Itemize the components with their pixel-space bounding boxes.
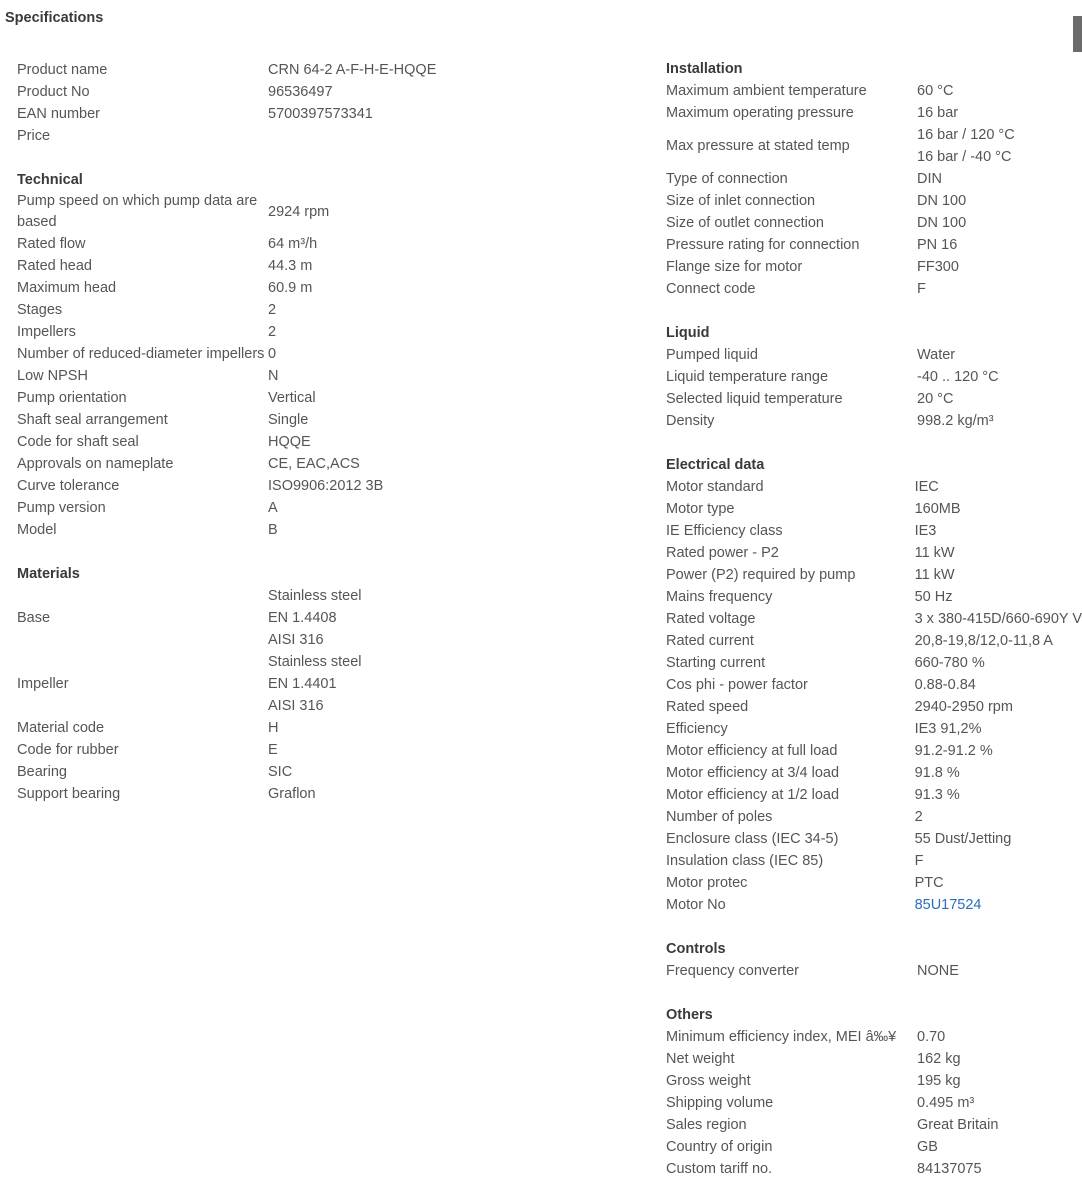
spec-value-line: Single: [268, 412, 309, 428]
spec-value: [268, 453, 383, 475]
spec-row: [666, 652, 1082, 674]
spec-value-line: 64 m³/h: [268, 236, 318, 252]
spec-label: Rated power - P2: [666, 545, 779, 561]
spec-label: Price: [17, 128, 51, 144]
spec-label: Custom tariff no.: [666, 1161, 773, 1177]
spec-value: [268, 191, 383, 233]
section-title-installation: Installation: [666, 61, 743, 77]
spec-row: [17, 585, 362, 651]
spec-row: [17, 717, 362, 739]
spec-label: Liquid temperature range: [666, 369, 829, 385]
spec-value-line: 2: [268, 302, 277, 318]
spec-value-line: Great Britain: [917, 1117, 999, 1133]
spec-label: Bearing: [17, 764, 67, 780]
spec-value: [915, 652, 1082, 674]
spec-value-line: 2940-2950 rpm: [914, 699, 1013, 715]
spec-label: Number of reduced-diameter impellers: [17, 345, 265, 362]
left-column: [17, 59, 436, 805]
spec-value: [915, 806, 1082, 828]
spec-value: [917, 1048, 998, 1070]
spec-row: [17, 431, 383, 453]
spec-row: [666, 520, 1082, 542]
spec-value-line: 0.70: [917, 1029, 946, 1045]
spec-value: [268, 103, 436, 125]
spec-row: [17, 519, 383, 541]
spec-label: Mains frequency: [666, 589, 773, 605]
spec-value-line: AISI 316: [268, 698, 324, 714]
spec-value-line: IE3: [914, 523, 937, 539]
spec-row: [17, 651, 362, 717]
spec-label: EAN number: [17, 106, 101, 122]
spec-value: [268, 739, 362, 761]
spec-value-line: IE3 91,2%: [914, 721, 982, 737]
spec-value-line: 2: [268, 324, 277, 340]
spec-label: Size of inlet connection: [666, 193, 816, 209]
spec-label: Impellers: [17, 324, 76, 340]
spec-label: Base: [17, 610, 51, 626]
spec-label: Motor protec: [666, 875, 748, 891]
spec-row: [666, 388, 999, 410]
spec-label: Product name: [17, 62, 108, 78]
spec-value: [915, 828, 1082, 850]
spec-row: [666, 564, 1082, 586]
spec-label: Selected liquid temperature: [666, 391, 843, 407]
spec-value: [917, 1136, 998, 1158]
spec-value-line: 60 °C: [917, 83, 954, 99]
spec-value: [915, 850, 1082, 872]
spec-label: Gross weight: [666, 1073, 751, 1089]
spec-value-line: PN 16: [917, 237, 958, 253]
spec-value-line: ISO9906:2012 3B: [268, 478, 384, 494]
spec-row: [666, 1136, 998, 1158]
spec-value-line: 91.3 %: [914, 787, 960, 803]
spec-value-line: [268, 125, 436, 147]
spec-row: [666, 124, 1015, 168]
spec-label: Pumped liquid: [666, 347, 758, 363]
spec-row: [666, 256, 1015, 278]
spec-value-line: Stainless steel: [268, 588, 362, 604]
right-column: [666, 58, 1082, 1180]
spec-table-product: [17, 59, 436, 147]
liquid-section: [666, 322, 1082, 432]
spec-value: [917, 410, 999, 432]
scrollbar-thumb[interactable]: [1073, 16, 1082, 52]
spec-value-line: 11 kW: [914, 545, 955, 561]
spec-value: [915, 520, 1082, 542]
spec-label: Low NPSH: [17, 368, 88, 384]
spec-value: [915, 718, 1082, 740]
spec-value: [268, 343, 383, 365]
spec-value: [268, 233, 383, 255]
spec-row: [17, 321, 383, 343]
spec-value: [268, 81, 436, 103]
spec-value-line: A: [268, 500, 278, 516]
spec-label: Code for rubber: [17, 742, 119, 758]
spec-value: [268, 761, 362, 783]
spec-label: Efficiency: [666, 721, 728, 737]
spec-value: [268, 277, 383, 299]
spec-value-line: -40 .. 120 °C: [917, 369, 999, 385]
spec-row: [666, 674, 1082, 696]
spec-value-line: IEC: [914, 479, 939, 495]
spec-label: Number of poles: [666, 809, 773, 825]
spec-row: [666, 608, 1082, 630]
spec-label: Minimum efficiency index, MEI â‰¥: [666, 1029, 897, 1045]
spec-label: Maximum head: [17, 280, 117, 296]
spec-value: [268, 255, 383, 277]
spec-row: [666, 1092, 998, 1114]
spec-value-line: B: [268, 522, 278, 538]
spec-row: [666, 1048, 998, 1070]
spec-value-line: 5700397573341: [268, 106, 373, 122]
spec-row: [666, 410, 999, 432]
spec-value: [268, 409, 383, 431]
spec-label: Rated flow: [17, 236, 86, 252]
spec-label: Pump version: [17, 500, 106, 516]
spec-value-line: Stainless steel: [268, 654, 362, 670]
spec-row: [666, 542, 1082, 564]
spec-label: Motor efficiency at full load: [666, 743, 838, 759]
spec-value: [915, 674, 1082, 696]
section-title-electrical: Electrical data: [666, 457, 765, 473]
spec-label: Material code: [17, 720, 105, 736]
spec-table-others: [666, 1026, 998, 1180]
others-section: [666, 1004, 1082, 1180]
spec-row: [17, 365, 383, 387]
spec-value-line: CRN 64-2 A-F-H-E-HQQE: [268, 62, 437, 78]
spec-value-line: 20 °C: [917, 391, 954, 407]
spec-label: Max pressure at stated temp: [666, 138, 850, 154]
spec-row: [17, 739, 362, 761]
spec-label: Maximum operating pressure: [666, 105, 854, 121]
spec-row: [17, 103, 436, 125]
spec-label: Model: [17, 522, 57, 538]
spec-row: [17, 81, 436, 103]
spec-row: [666, 344, 999, 366]
spec-row: [666, 872, 1082, 894]
spec-value-line: DIN: [917, 171, 942, 187]
spec-value: [915, 872, 1082, 894]
installation-section: [666, 58, 1082, 300]
spec-row: [17, 191, 383, 233]
spec-row: [17, 255, 383, 277]
section-title-technical: Technical: [17, 172, 83, 188]
spec-value-line: 96536497: [268, 84, 333, 100]
spec-row: [666, 168, 1015, 190]
spec-value: [917, 388, 999, 410]
spec-label: Rated current: [666, 633, 754, 649]
spec-row: [666, 740, 1082, 762]
spec-value: [917, 344, 999, 366]
spec-value-line: EN 1.4408: [268, 610, 337, 626]
spec-row: [666, 1026, 998, 1048]
spec-row: [666, 828, 1082, 850]
spec-row: [666, 366, 999, 388]
spec-value: [268, 651, 362, 717]
spec-row: [17, 475, 383, 497]
spec-value-line: 55 Dust/Jetting: [914, 831, 1012, 847]
spec-value: [268, 717, 362, 739]
spec-value: [917, 256, 1015, 278]
spec-label: Net weight: [666, 1051, 735, 1067]
spec-value-line: PTC: [914, 875, 944, 891]
spec-value: [915, 498, 1082, 520]
spec-value: [917, 80, 1015, 102]
spec-value-line: 0.495 m³: [917, 1095, 975, 1111]
spec-row: [17, 277, 383, 299]
spec-row: [666, 784, 1082, 806]
spec-value: [915, 564, 1082, 586]
spec-value: [268, 365, 383, 387]
spec-value-line: 16 bar / -40 °C: [917, 149, 1012, 165]
spec-value: [917, 124, 1015, 168]
spec-table-electrical: [666, 476, 1082, 916]
spec-label: Support bearing: [17, 786, 121, 802]
spec-value-line: 20,8-19,8/12,0-11,8 A: [914, 633, 1053, 649]
spec-row: [666, 498, 1082, 520]
spec-value: [917, 960, 959, 982]
spec-value: [917, 278, 1015, 300]
spec-value-line: EN 1.4401: [268, 676, 337, 692]
spec-value: [268, 519, 383, 541]
spec-value: [917, 366, 999, 388]
spec-value-line: 660-780 %: [914, 655, 985, 671]
spec-row: [17, 125, 436, 147]
spec-row: [17, 387, 383, 409]
spec-value-line: GB: [917, 1139, 938, 1155]
spec-label: Pump speed on which pump data are based: [17, 193, 258, 230]
spec-value: [268, 783, 362, 805]
spec-value: [268, 431, 383, 453]
product-section: [17, 59, 436, 147]
spec-value-line: N: [268, 368, 279, 384]
spec-value-line: 91.8 %: [914, 765, 960, 781]
page-title: Specifications: [5, 10, 104, 26]
spec-label: Motor efficiency at 1/2 load: [666, 787, 840, 803]
spec-row: [666, 102, 1015, 124]
spec-label: Pressure rating for connection: [666, 237, 860, 253]
spec-value-line: 16 bar: [917, 105, 959, 121]
spec-value: [915, 696, 1082, 718]
spec-value: [268, 299, 383, 321]
spec-label: Density: [666, 413, 715, 429]
spec-row: [17, 343, 383, 365]
spec-value-line: F: [917, 281, 926, 297]
section-title-others: Others: [666, 1007, 713, 1023]
spec-label: Rated head: [17, 258, 92, 274]
spec-label: Motor efficiency at 3/4 load: [666, 765, 840, 781]
spec-value-line: 44.3 m: [268, 258, 313, 274]
spec-value-line: H: [268, 720, 279, 736]
spec-value-line: 160MB: [914, 501, 961, 517]
spec-value-line: 2: [914, 809, 923, 825]
spec-value-line: 2924 rpm: [268, 204, 330, 220]
spec-value: [917, 190, 1015, 212]
spec-label: Motor standard: [666, 479, 764, 495]
spec-value: [268, 321, 383, 343]
spec-row: [666, 234, 1015, 256]
spec-value-line: DN 100: [917, 193, 967, 209]
spec-row: [666, 762, 1082, 784]
spec-label: Pump orientation: [17, 390, 127, 406]
spec-value: [917, 1026, 998, 1048]
spec-value: [915, 476, 1082, 498]
spec-row: [17, 299, 383, 321]
spec-value-line: 0: [268, 346, 277, 362]
spec-label: Sales region: [666, 1117, 747, 1133]
spec-value-line: SIC: [268, 764, 293, 780]
spec-table-materials: [17, 585, 362, 805]
spec-table-liquid: [666, 344, 999, 432]
spec-row: [17, 409, 383, 431]
section-title-liquid: Liquid: [666, 325, 710, 341]
spec-label: Motor type: [666, 501, 735, 517]
spec-value: [917, 102, 1015, 124]
spec-value-line: Graflon: [268, 786, 316, 802]
spec-label: Size of outlet connection: [666, 215, 824, 231]
spec-value-line: Water: [917, 347, 956, 363]
spec-label: Cos phi - power factor: [666, 677, 808, 693]
spec-value[interactable]: [915, 894, 1082, 916]
spec-value: [917, 1114, 998, 1136]
spec-row: [666, 894, 1082, 916]
spec-value: [268, 585, 362, 651]
spec-row: [666, 806, 1082, 828]
spec-label: Frequency converter: [666, 963, 799, 979]
spec-value-line: CE, EAC,ACS: [268, 456, 360, 472]
spec-value-line: FF300: [917, 259, 959, 275]
spec-row: [17, 59, 436, 81]
spec-row: [666, 212, 1015, 234]
spec-value: [915, 542, 1082, 564]
spec-value: [917, 1070, 998, 1092]
spec-row: [666, 1070, 998, 1092]
spec-label: Connect code: [666, 281, 756, 297]
spec-value-line: 16 bar / 120 °C: [917, 127, 1015, 143]
spec-value-line: DN 100: [917, 215, 967, 231]
controls-section: [666, 938, 1082, 982]
spec-value: [917, 1092, 998, 1114]
spec-row: [666, 850, 1082, 872]
spec-label: Enclosure class (IEC 34-5): [666, 831, 839, 847]
spec-label: Maximum ambient temperature: [666, 83, 867, 99]
spec-label: Flange size for motor: [666, 259, 803, 275]
spec-table-installation: [666, 80, 1015, 300]
spec-value: [915, 630, 1082, 652]
spec-table-technical: [17, 191, 383, 541]
spec-value: [915, 608, 1082, 630]
spec-label: Curve tolerance: [17, 478, 120, 494]
spec-row: [666, 476, 1082, 498]
spec-value: [915, 740, 1082, 762]
spec-value-line: 84137075: [917, 1161, 982, 1177]
spec-value: [268, 387, 383, 409]
spec-value: [268, 125, 436, 147]
spec-label: Impeller: [17, 676, 69, 692]
spec-label: IE Efficiency class: [666, 523, 783, 539]
spec-label: Shaft seal arrangement: [17, 412, 168, 428]
spec-value-line: 11 kW: [914, 567, 955, 583]
spec-value-line: 998.2 kg/m³: [917, 413, 994, 429]
spec-table-controls: [666, 960, 959, 982]
spec-value-line: Vertical: [268, 390, 316, 406]
spec-row: [666, 1114, 998, 1136]
spec-row: [17, 453, 383, 475]
spec-value-line: 0.88-0.84: [914, 677, 976, 693]
spec-value-link[interactable]: 85U17524: [914, 897, 982, 913]
spec-label: Type of connection: [666, 171, 788, 187]
spec-value: [915, 784, 1082, 806]
spec-row: [666, 80, 1015, 102]
spec-value-line: 195 kg: [917, 1073, 961, 1089]
spec-value: [917, 212, 1015, 234]
electrical-section: [666, 454, 1082, 916]
spec-row: [666, 586, 1082, 608]
section-title-controls: Controls: [666, 941, 726, 957]
spec-label: Code for shaft seal: [17, 434, 139, 450]
spec-label: Shipping volume: [666, 1095, 774, 1111]
spec-label: Power (P2) required by pump: [666, 567, 856, 583]
spec-value: [268, 59, 436, 81]
spec-row: [17, 233, 383, 255]
spec-label: Insulation class (IEC 85): [666, 853, 824, 869]
spec-value-line: NONE: [917, 963, 959, 979]
spec-value: [917, 168, 1015, 190]
spec-value: [915, 586, 1082, 608]
section-title-materials: Materials: [17, 566, 80, 582]
spec-value-line: F: [914, 853, 924, 869]
spec-value-line: 3 x 380-415D/660-690Y V: [914, 611, 1082, 627]
spec-label: Starting current: [666, 655, 766, 671]
spec-row: [666, 1158, 998, 1180]
spec-value: [917, 234, 1015, 256]
spec-label: Country of origin: [666, 1139, 773, 1155]
spec-label: Approvals on nameplate: [17, 456, 174, 472]
spec-row: [666, 696, 1082, 718]
spec-row: [17, 497, 383, 519]
materials-section: [17, 563, 436, 805]
spec-label: Motor No: [666, 897, 726, 913]
spec-value-line: E: [268, 742, 278, 758]
spec-value: [917, 1158, 998, 1180]
spec-value-line: AISI 316: [268, 632, 324, 648]
spec-value-line: 60.9 m: [268, 280, 313, 296]
spec-label: Rated speed: [666, 699, 749, 715]
spec-row: [666, 718, 1082, 740]
spec-value-line: 162 kg: [917, 1051, 961, 1067]
spec-row: [666, 190, 1015, 212]
spec-row: [666, 278, 1015, 300]
spec-label: Rated voltage: [666, 611, 756, 627]
spec-value-line: HQQE: [268, 434, 311, 450]
spec-value-line: 50 Hz: [914, 589, 953, 605]
spec-label: Stages: [17, 302, 63, 318]
technical-section: [17, 169, 436, 541]
spec-row: [17, 761, 362, 783]
spec-value: [268, 475, 383, 497]
spec-value: [268, 497, 383, 519]
spec-row: [666, 960, 959, 982]
spec-row: [666, 630, 1082, 652]
spec-label: Product No: [17, 84, 90, 100]
spec-row: [17, 783, 362, 805]
spec-value: [915, 762, 1082, 784]
spec-value-line: 91.2-91.2 %: [914, 743, 993, 759]
